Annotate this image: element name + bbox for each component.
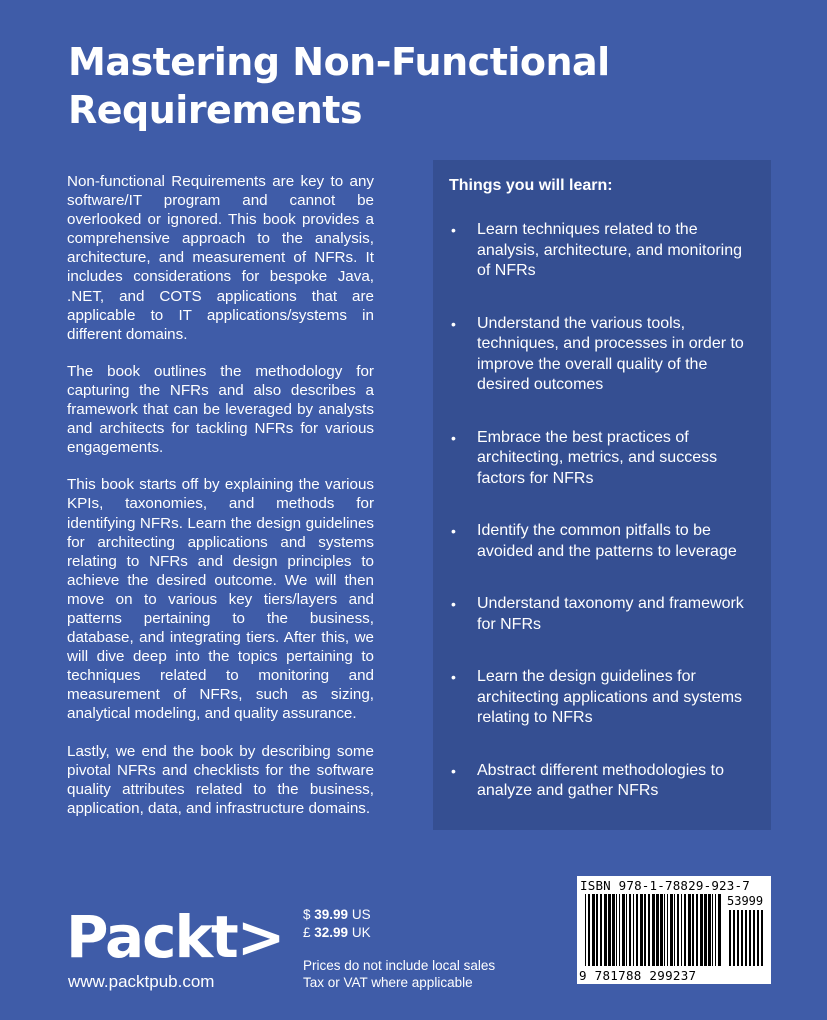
gbp-currency: UK xyxy=(351,925,371,940)
barcode-bar xyxy=(608,894,611,966)
barcode-bar xyxy=(644,894,646,966)
barcode-addon-bar xyxy=(741,910,743,966)
barcode-bar xyxy=(596,894,598,966)
learn-item-text: Learn techniques related to the analysis, architecture, and monitoring of NFRs xyxy=(477,221,743,279)
barcode-bar xyxy=(712,894,713,966)
bullet-icon: • xyxy=(451,222,456,238)
learn-item-text: Identify the common pitfalls to be avoided and the patterns to leverage xyxy=(477,522,737,560)
barcode-addon-bar xyxy=(737,910,739,966)
barcode-bar xyxy=(633,894,634,966)
barcode-bar xyxy=(640,894,643,966)
barcode-bar xyxy=(612,894,615,966)
learn-item-text: Learn the design guidelines for architecting applications and systems relating to NFRs xyxy=(477,668,743,726)
barcode-bar xyxy=(626,894,627,966)
learn-item-text: Abstract different methodologies to analyze and gather NFRs xyxy=(477,761,724,799)
learn-item xyxy=(449,428,753,490)
learn-list xyxy=(449,220,753,802)
barcode-bar xyxy=(677,894,679,966)
learn-heading: Things you will learn: xyxy=(449,177,613,194)
bullet-icon: • xyxy=(451,315,456,332)
barcode-addon-bar xyxy=(749,910,751,966)
barcode-addon-bar xyxy=(761,910,763,966)
barcode-bar xyxy=(670,894,673,966)
packt-logo: Packt> xyxy=(66,903,284,971)
barcode-bar xyxy=(600,894,602,966)
barcode-bar xyxy=(718,894,721,966)
tax-note xyxy=(303,957,495,991)
barcode-bar xyxy=(648,894,650,966)
barcode-bar xyxy=(664,894,665,966)
barcode-bar xyxy=(700,894,703,966)
description-paragraph: Lastly, we end the book by describing some pivotal NFRs and checklists for the software quality attributes related to the business, application, data, and infrastructure domains. xyxy=(67,742,374,817)
description-paragraph: This book starts off by explaining the various KPIs, taxonomies, and methods for identifying NFRs. Learn the design guidelines for architecting applications and systems relating to NFRs and design principles to achieve the desired outcome. We will then move on to various key tiers/layers and patterns pertaining to the business, database, and integrating tiers. After this, we will dive deep into the topics pertaining to techniques related to monitoring and measurement of NFRs, such as sizing, analytical modeling, and quality assurance. xyxy=(67,476,374,723)
bullet-icon: • xyxy=(451,762,456,779)
learn-item xyxy=(449,594,753,635)
barcode-bar xyxy=(622,894,625,966)
barcode-bar xyxy=(667,894,668,966)
barcode-bar xyxy=(652,894,655,966)
gbp-value: 32.99 xyxy=(314,925,349,940)
learn-item-text: Understand the various tools, techniques, and processes in order to improve the overall quality of the desired outcomes xyxy=(477,314,744,393)
bullet-icon: • xyxy=(451,429,456,446)
barcode-bar xyxy=(692,894,694,966)
publisher-url: www.packtpub.com xyxy=(68,972,215,991)
barcode-bar xyxy=(588,894,590,966)
barcode-bar xyxy=(688,894,691,966)
barcode-addon-bar xyxy=(745,910,747,966)
barcode-addon: 53999 xyxy=(727,894,764,908)
learn-item xyxy=(449,314,753,396)
learn-item-text: Understand taxonomy and framework for NFRs xyxy=(477,595,744,633)
book-title: Mastering Non-Functional Requirements xyxy=(68,40,610,132)
bullet-icon: • xyxy=(451,523,456,539)
barcode-bar xyxy=(708,894,711,966)
tax-note-line: Tax or VAT where applicable xyxy=(303,975,473,990)
price-gbp xyxy=(303,924,371,942)
bullet-icon: • xyxy=(451,596,456,612)
tax-note-line: Prices do not include local sales xyxy=(303,958,496,973)
barcode-bar xyxy=(592,894,595,966)
usd-currency: US xyxy=(351,907,371,922)
learn-item xyxy=(449,761,753,802)
price-block xyxy=(303,906,371,942)
description-paragraph: The book outlines the methodology for capturing the NFRs and also describes a framework that can be leveraged by analysts and architects for tackling NFRs for various engagements. xyxy=(67,362,374,457)
learn-item xyxy=(449,220,753,282)
learn-panel xyxy=(433,160,771,830)
isbn-barcode xyxy=(577,876,771,984)
barcode-addon-bar xyxy=(733,910,735,966)
barcode-bar xyxy=(604,894,607,966)
learn-item xyxy=(449,667,753,729)
book-description xyxy=(67,172,374,836)
barcode-bar xyxy=(616,894,617,966)
barcode-bar xyxy=(619,894,620,966)
barcode-addon-bar xyxy=(757,910,759,966)
learn-item xyxy=(449,521,753,562)
barcode-digits: 9 781788 299237 xyxy=(579,968,697,983)
usd-symbol: $ xyxy=(303,907,311,922)
barcode-bar xyxy=(656,894,659,966)
barcode-bar xyxy=(684,894,686,966)
bullet-icon: • xyxy=(451,669,456,685)
barcode-bar xyxy=(715,894,716,966)
gbp-symbol: £ xyxy=(303,925,311,940)
barcode-bar xyxy=(681,894,682,966)
usd-value: 39.99 xyxy=(314,907,349,922)
barcode-bar xyxy=(585,894,586,966)
learn-item-text: Embrace the best practices of architecting, metrics, and success factors for NFRs xyxy=(477,428,718,487)
barcode-bar xyxy=(674,894,675,966)
price-usd xyxy=(303,906,371,924)
barcode-addon-bar xyxy=(729,910,731,966)
isbn-text: ISBN 978-1-78829-923-7 xyxy=(580,878,750,893)
description-paragraph: Non-functional Requirements are key to any software/IT program and cannot be overlooked or ignored. This book provides a comprehensive approach to the analysis, architecture, and measurement of NFRs. It includes considerations for bespoke Java, .NET, and COTS applications that are applicable to IT applications/systems in different domains. xyxy=(67,173,374,343)
barcode-bar xyxy=(704,894,707,966)
barcode-bar xyxy=(636,894,638,966)
barcode-bar xyxy=(660,894,663,966)
barcode-bar xyxy=(629,894,631,966)
barcode-addon-bar xyxy=(753,910,755,966)
barcode-bar xyxy=(696,894,698,966)
